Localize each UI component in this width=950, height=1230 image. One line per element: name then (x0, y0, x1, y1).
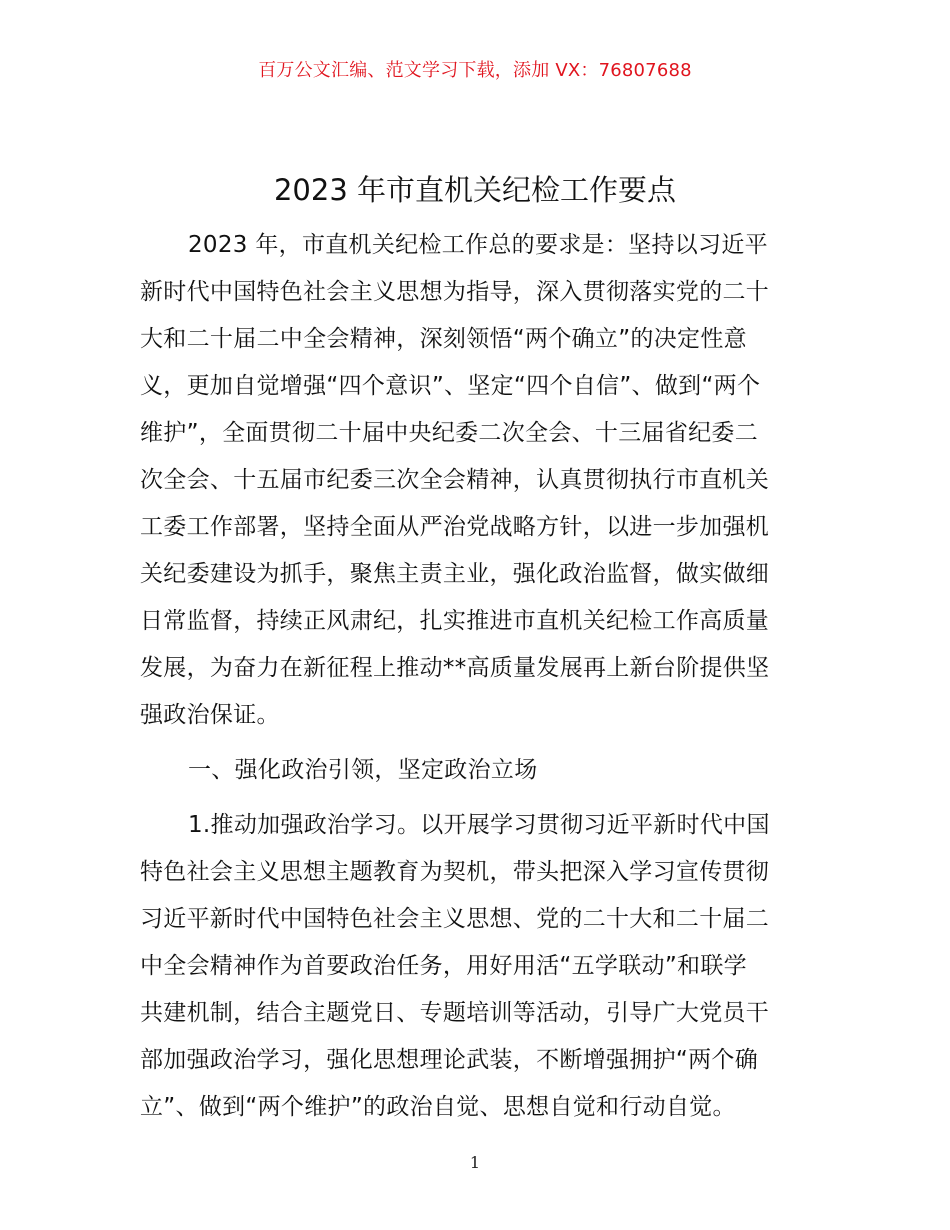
paragraph-line: 次全会、十五届市纪委三次全会精神，认真贯彻执行市直机关 (140, 467, 770, 493)
paragraph-line: 维护”，全面贯彻二十届中央纪委二次全会、十三届省纪委二 (140, 420, 759, 446)
paragraph-line: 大和二十届二中全会精神，深刻领悟“两个确立”的决定性意 (140, 326, 747, 352)
paragraph-line: 2023 年，市直机关纪检工作总的要求是：坚持以习近平 (188, 232, 768, 258)
paragraph-line: 特色社会主义思想主题教育为契机，带头把深入学习宣传贯彻 (140, 859, 770, 885)
section-heading: 一、强化政治引领，坚定政治立场 (188, 757, 538, 783)
paragraph-line: 发展，为奋力在新征程上推动**高质量发展再上新台阶提供坚 (140, 655, 770, 681)
paragraph-line: 工委工作部署，坚持全面从严治党战略方针，以进一步加强机 (140, 514, 770, 540)
paragraph-gap (140, 739, 820, 747)
paragraph-line: 新时代中国特色社会主义思想为指导，深入贯彻落实党的二十 (140, 279, 770, 305)
intro-paragraph (140, 222, 820, 739)
watermark-header-note: 百万公文汇编、范文学习下载，添加 VX：76807688 (258, 60, 692, 81)
item-paragraph (140, 802, 820, 1131)
paragraph-line: 立”、做到“两个维护”的政治自觉、思想自觉和行动自觉。 (140, 1094, 736, 1120)
document-title: 2023 年市直机关纪检工作要点 (273, 173, 677, 207)
paragraph-line: 习近平新时代中国特色社会主义思想、党的二十大和二十届二 (140, 906, 770, 932)
paragraph-gap (140, 794, 820, 802)
paragraph-line: 中全会精神作为首要政治任务，用好用活“五学联动”和联学 (140, 953, 747, 979)
document-body (140, 222, 820, 1131)
paragraph-line: 义，更加自觉增强“四个意识”、坚定“四个自信”、做到“两个 (140, 373, 761, 399)
paragraph-line: 强政治保证。 (140, 702, 280, 728)
paragraph-line: 日常监督，持续正风肃纪，扎实推进市直机关纪检工作高质量 (140, 608, 770, 634)
paragraph-line: 部加强政治学习，强化思想理论武装，不断增强拥护“两个确 (140, 1047, 759, 1073)
paragraph-line: 共建机制，结合主题党日、专题培训等活动，引导广大党员干 (140, 1000, 770, 1026)
paragraph-line: 1.推动加强政治学习。以开展学习贯彻习近平新时代中国 (188, 812, 770, 838)
page-number: 1 (469, 1153, 481, 1172)
paragraph-line: 关纪委建设为抓手，聚焦主责主业，强化政治监督，做实做细 (140, 561, 770, 587)
